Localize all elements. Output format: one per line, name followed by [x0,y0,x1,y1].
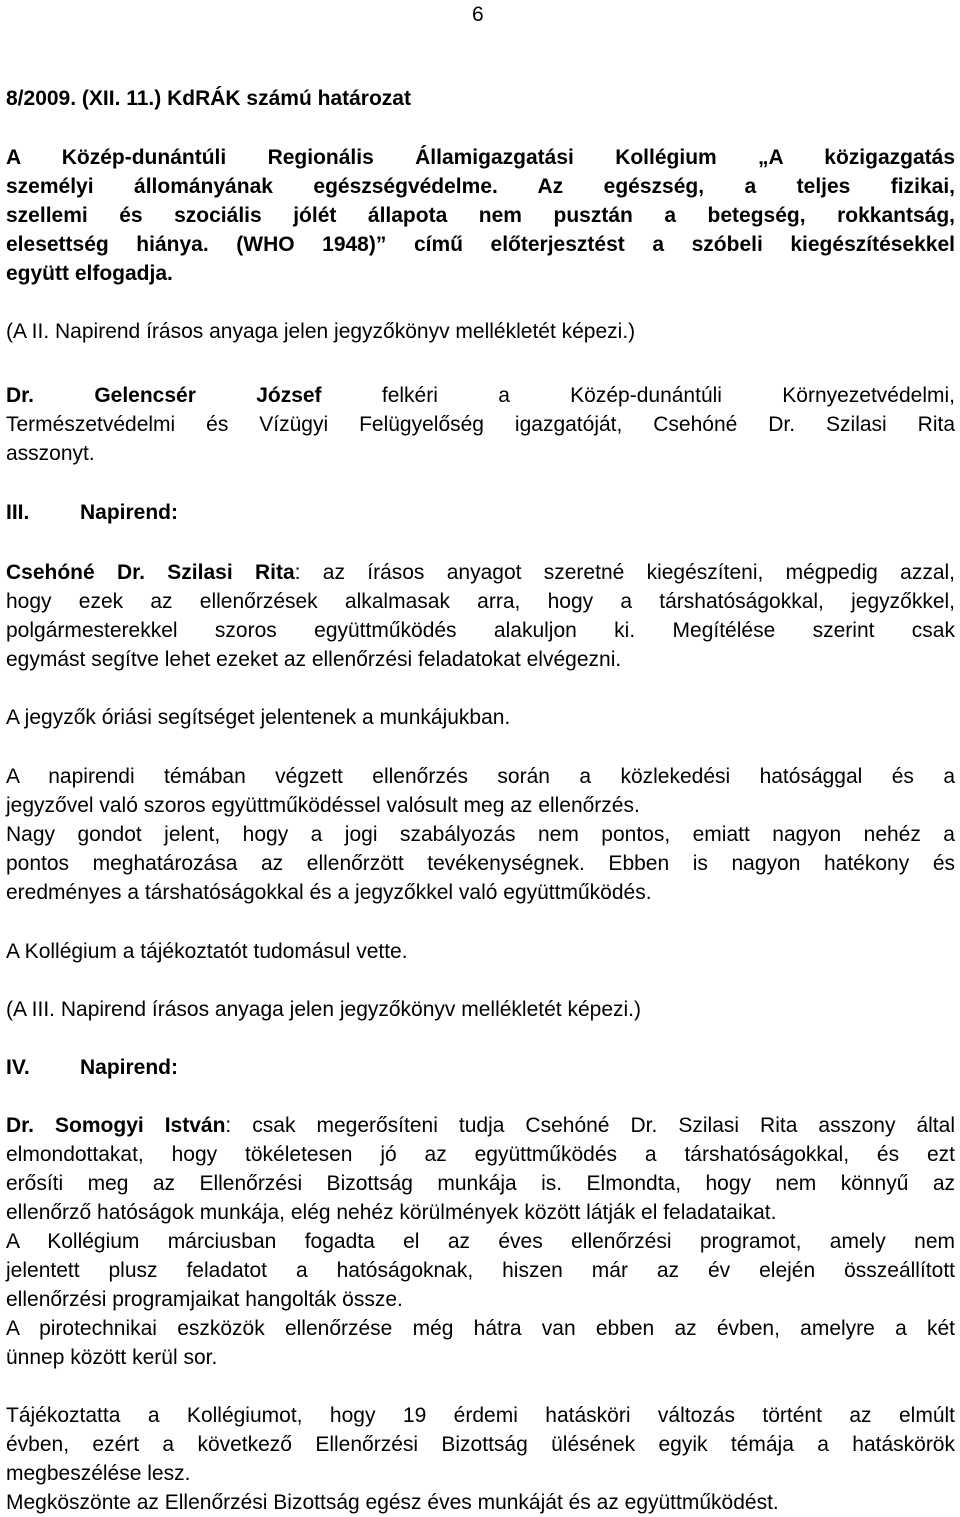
paragraph-line: A jegyzők óriási segítséget jelentenek a munkájukban. [6,706,511,729]
paragraph-line: ünnep között kerül sor. [6,1346,218,1369]
paragraph-line: eredményes a társhatóságokkal és a jegyzőkkel való együttműködés. [6,881,652,904]
paragraph-line: erősíti meg az Ellenőrzési Bizottság munkája is. Elmondta, hogy nem könnyű az [6,1172,955,1195]
paragraph-line: A Kollégium a tájékoztatót tudomásul vette. [6,940,408,963]
agenda-heading-4 [6,1055,955,1080]
paragraph-line: A napirendi témában végzett ellenőrzés során a közlekedési hatósággal és a [6,765,955,788]
invite-line: Természetvédelmi és Vízügyi Felügyelőség igazgatóját, Csehóné Dr. Szilasi Rita [6,413,955,436]
speech-text: : csak megerősíteni tudja Csehóné Dr. Szilasi Rita asszony által [225,1114,955,1137]
invite-line [6,383,955,408]
paragraph-line: A pirotechnikai eszközök ellenőrzése még hátra van ebben az évben, amelyre a két [6,1317,955,1340]
paragraph-line: jelentett plusz feladatot a hatóságoknak, hiszen már az év elején összeállított [6,1259,955,1282]
paragraph-line: évben, ezért a következő Ellenőrzési Bizottság ülésének egyik témája a hatáskörök [6,1433,955,1456]
speaker-name: Dr. Gelencsér József [6,384,322,407]
resolution-line: együtt elfogadja. [6,262,173,285]
paragraph-line: ellenőrzési programjaikat hangolták össze. [6,1288,403,1311]
invite-line: asszonyt. [6,442,95,465]
speaker-name: Csehóné Dr. Szilasi Rita [6,561,295,584]
paragraph-line: Tájékoztatta a Kollégiumot, hogy 19 érdemi hatásköri változás történt az elmúlt [6,1404,955,1427]
paragraph-line: egymást segítve lehet ezeket az ellenőrzési feladatokat elvégezni. [6,648,622,671]
paragraph-line: A Kollégium márciusban fogadta el az éves ellenőrzési programot, amely nem [6,1230,955,1253]
paragraph-line [6,560,955,585]
agenda-label: Napirend: [80,1056,179,1079]
speech-text: : az írásos anyagot szeretné kiegészíteni, mégpedig azzal, [294,561,956,584]
resolution-line: személyi állományának egészségvédelme. Az egészség, a teljes fizikai, [6,175,955,198]
paragraph-line [6,1113,955,1138]
paragraph-line: pontos meghatározása az ellenőrzött tevékenységnek. Ebben is nagyon hatékony és [6,852,955,875]
speaker-name: Dr. Somogyi István [6,1114,226,1137]
invite-text: felkéri a Közép-dunántúli Környezetvédelmi, [321,384,956,407]
paragraph-line: Megköszönte az Ellenőrzési Bizottság egész éves munkáját és az együttműködést. [6,1491,779,1514]
resolution-line: szellemi és szociális jólét állapota nem pusztán a betegség, rokkantság, [6,204,955,227]
resolution-line: elesettség hiánya. (WHO 1948)” című előterjesztést a szóbeli kiegészítésekkel [6,233,955,256]
paragraph-line: hogy ezek az ellenőrzések alkalmasak arra, hogy a társhatóságokkal, jegyzőkkel, [6,590,955,613]
paragraph-line: ellenőrző hatóságok munkája, elég nehéz körülmények között látják el feladataikat. [6,1201,777,1224]
paragraph-line: Nagy gondot jelent, hogy a jogi szabályozás nem pontos, emiatt nagyon nehéz a [6,823,955,846]
agenda-label: Napirend: [80,501,179,524]
paragraph-line: megbeszélése lesz. [6,1462,191,1485]
paragraph-line: jegyzővel való szoros együttműködéssel valósult meg az ellenőrzés. [6,794,640,817]
agenda-note-3: (A III. Napirend írásos anyaga jelen jegyzőkönyv mellékletét képezi.) [6,998,641,1021]
resolution-line: A Közép-dunántúli Regionális Államigazgatási Kollégium „A közigazgatás [6,146,955,169]
resolution-title: 8/2009. (XII. 11.) KdRÁK számú határozat [6,87,411,110]
agenda-note-2: (A II. Napirend írásos anyaga jelen jegyzőkönyv mellékletét képezi.) [6,320,636,343]
paragraph-line: polgármesterekkel szoros együttműködés alakuljon ki. Megítélése szerint csak [6,619,955,642]
page-number: 6 [472,3,484,26]
agenda-heading-3 [6,500,955,525]
agenda-number: III. [6,501,30,524]
agenda-number: IV. [6,1056,30,1079]
paragraph-line: elmondottakat, hogy tökéletesen jó az együttműködés a társhatóságokkal, és ezt [6,1143,955,1166]
